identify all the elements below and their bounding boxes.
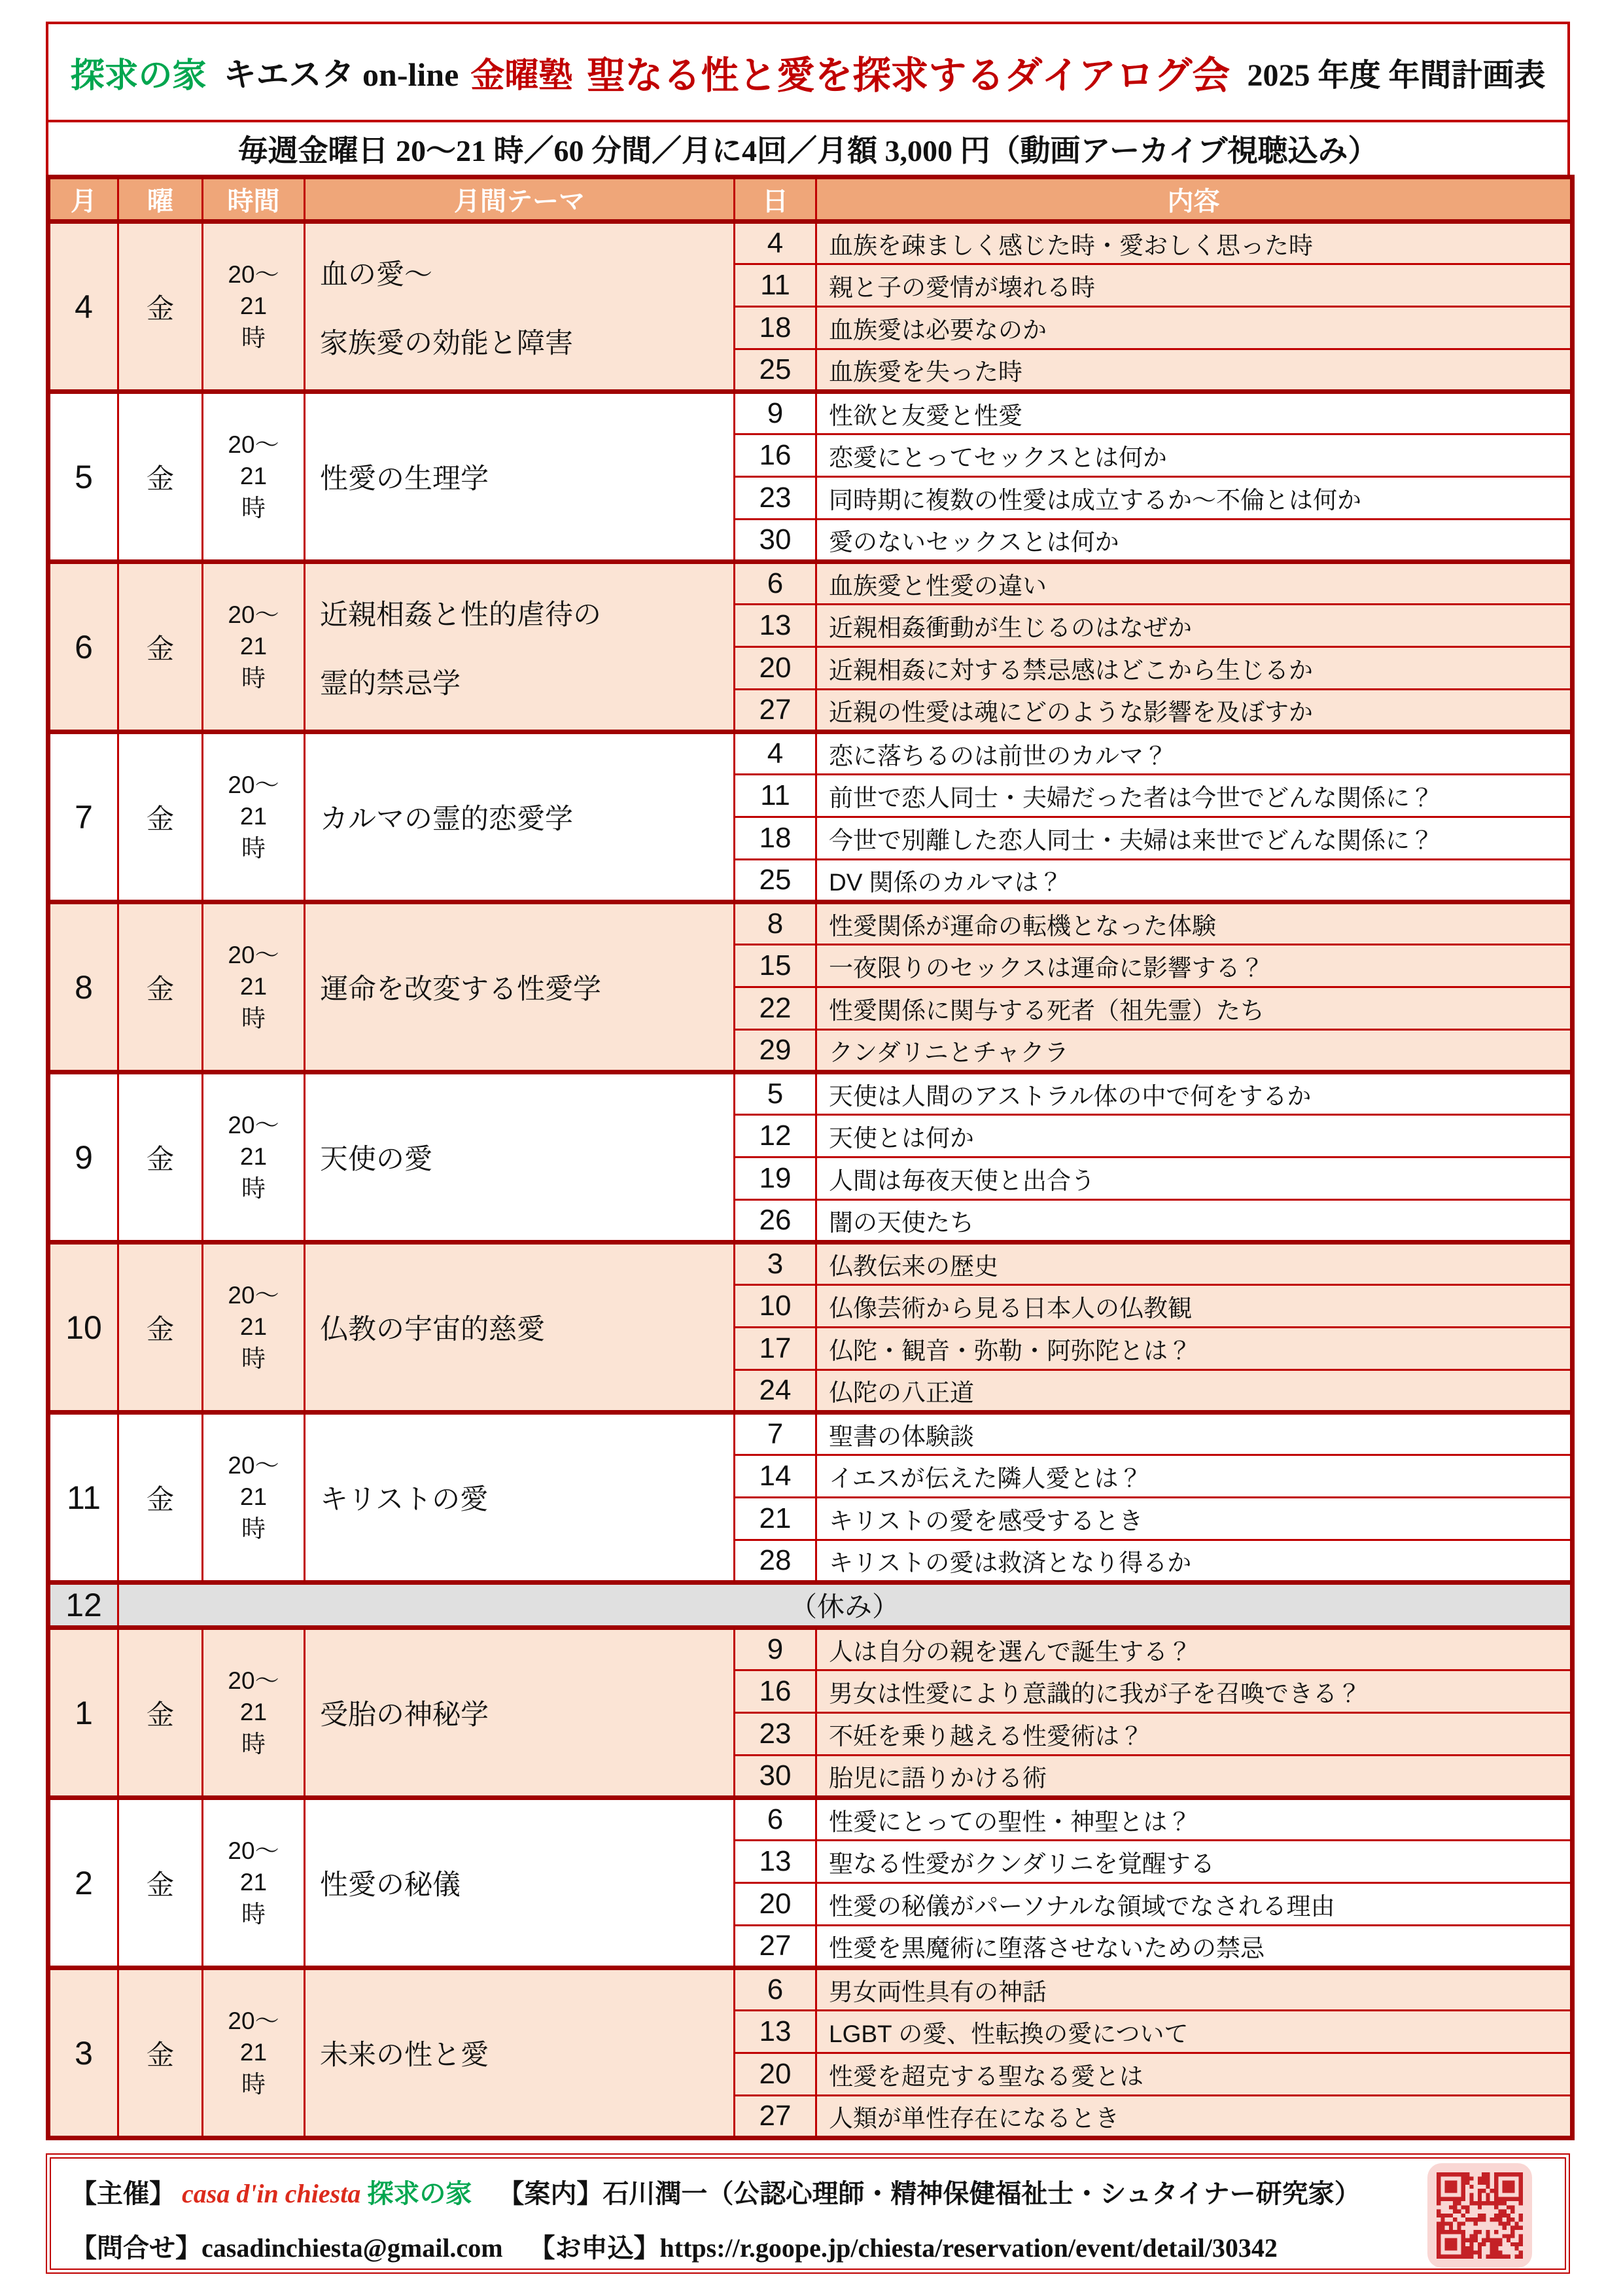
theme-line: 性愛の生理学 <box>320 463 489 495</box>
session-day: 13 <box>735 2011 816 2053</box>
session-day: 20 <box>735 647 816 690</box>
time-line: 時 <box>241 1515 266 1542</box>
time-label <box>203 1413 305 1583</box>
time-line: 20～ <box>228 2007 279 2035</box>
time-line: 時 <box>241 494 266 521</box>
theme-line: 仏教の宇宙的慈愛 <box>320 1314 545 1345</box>
session-day: 10 <box>735 1285 816 1328</box>
time-line: 20～ <box>228 1282 279 1309</box>
session-topic: 近親相姦衝動が生じるのはなぜか <box>816 605 1573 647</box>
session-day: 30 <box>735 520 816 562</box>
weekday-label: 金 <box>118 1968 203 2138</box>
theme-label <box>305 1798 735 1968</box>
column-header-content: 内容 <box>816 177 1573 222</box>
guide-label: 【案内】 <box>498 2179 603 2208</box>
session-day: 29 <box>735 1030 816 1072</box>
month-label: 10 <box>48 1243 118 1413</box>
session-day: 24 <box>735 1370 816 1413</box>
session-row <box>48 1628 1573 1670</box>
time-line: 21 <box>239 463 268 490</box>
session-day: 9 <box>735 1628 816 1670</box>
time-line: 時 <box>241 664 266 692</box>
time-label <box>203 1628 305 1798</box>
session-topic: 天使とは何か <box>816 1115 1573 1157</box>
session-topic: 聖なる性愛がクンダリニを覚醒する <box>816 1841 1573 1883</box>
time-line: 20～ <box>228 1837 279 1865</box>
session-topic: 胎児に語りかける術 <box>816 1756 1573 1798</box>
session-day: 16 <box>735 1670 816 1713</box>
theme-label <box>305 1413 735 1583</box>
time-line: 20～ <box>228 771 279 799</box>
session-topic: 闇の天使たち <box>816 1200 1573 1243</box>
session-topic: 聖書の体験談 <box>816 1413 1573 1455</box>
session-topic: 性愛を超克する聖なる愛とは <box>816 2053 1573 2096</box>
theme-line: 家族愛の効能と障害 <box>320 327 573 359</box>
time-line: 20～ <box>228 601 279 629</box>
footer-inner-border <box>50 2157 1566 2270</box>
session-day: 6 <box>735 1798 816 1841</box>
time-line: 時 <box>241 834 266 862</box>
session-day: 9 <box>735 392 816 434</box>
session-topic: 血族を疎ましく感じた時・愛おしく思った時 <box>816 222 1573 264</box>
qr-code-image <box>1437 2172 1523 2259</box>
column-header-time: 時間 <box>203 177 305 222</box>
apply-label: 【お申込】 <box>529 2233 660 2263</box>
schedule-summary: 毎週金曜日 20～21 時／60 分間／月に4回／月額 3,000 円（動画アーカイブ視聴込み） <box>46 122 1570 175</box>
apply-url[interactable]: https://r.goope.jp/chiesta/reservation/event/detail/30342 <box>659 2233 1278 2263</box>
session-row <box>48 392 1573 434</box>
schedule-sheet <box>46 22 1570 2274</box>
column-header-theme: 月間テーマ <box>305 177 735 222</box>
host-name-en: casa d'in chiesta <box>182 2179 361 2208</box>
title-course-name: 金曜塾 <box>470 57 573 95</box>
month-label: 5 <box>48 392 118 562</box>
session-topic: キリストの愛は救済となり得るか <box>816 1540 1573 1583</box>
session-day: 18 <box>735 307 816 349</box>
session-day: 13 <box>735 605 816 647</box>
weekday-label: 金 <box>118 902 203 1072</box>
session-row <box>48 1243 1573 1285</box>
theme-line: 性愛の秘儀 <box>320 1869 461 1901</box>
session-topic: 愛のないセックスとは何か <box>816 520 1573 562</box>
time-line: 時 <box>241 1730 266 1757</box>
weekday-label: 金 <box>118 392 203 562</box>
session-topic: イエスが伝えた隣人愛とは？ <box>816 1455 1573 1498</box>
session-day: 19 <box>735 1157 816 1200</box>
weekday-label: 金 <box>118 562 203 732</box>
theme-label <box>305 562 735 732</box>
contact-email[interactable]: casadinchiesta@gmail.com <box>201 2233 503 2263</box>
session-topic: 男女両性具有の神話 <box>816 1968 1573 2011</box>
time-line: 20～ <box>228 1112 279 1139</box>
theme-line: 未来の性と愛 <box>320 2040 489 2071</box>
session-day: 17 <box>735 1328 816 1370</box>
time-label <box>203 392 305 562</box>
session-topic: 血族愛と性愛の違い <box>816 562 1573 605</box>
weekday-label: 金 <box>118 1413 203 1583</box>
theme-line: 天使の愛 <box>320 1144 432 1175</box>
theme-label <box>305 1072 735 1243</box>
time-line: 20～ <box>228 1452 279 1479</box>
session-day: 26 <box>735 1200 816 1243</box>
weekday-label: 金 <box>118 1628 203 1798</box>
session-topic: 仏陀・観音・弥勒・阿弥陀とは？ <box>816 1328 1573 1370</box>
time-line: 時 <box>241 1345 266 1372</box>
host-label: 【主催】 <box>71 2179 175 2208</box>
session-day: 7 <box>735 1413 816 1455</box>
session-day: 6 <box>735 1968 816 2011</box>
session-day: 4 <box>735 222 816 264</box>
session-topic: 前世で恋人同士・夫婦だった者は今世でどんな関係に？ <box>816 775 1573 817</box>
theme-label <box>305 902 735 1072</box>
session-topic: 性愛にとっての聖性・神聖とは？ <box>816 1798 1573 1841</box>
time-label <box>203 562 305 732</box>
time-line: 21 <box>239 2039 268 2066</box>
time-label <box>203 732 305 902</box>
time-label <box>203 1243 305 1413</box>
session-topic: 親と子の愛情が壊れる時 <box>816 264 1573 307</box>
month-label: 11 <box>48 1413 118 1583</box>
session-day: 23 <box>735 1713 816 1756</box>
month-row-break <box>48 1583 1573 1628</box>
session-row <box>48 1968 1573 2011</box>
footer-box <box>46 2153 1570 2274</box>
footer-line-host <box>71 2173 1414 2210</box>
time-line: 時 <box>241 324 266 351</box>
session-topic: DV 関係のカルマは？ <box>816 860 1573 902</box>
weekday-label: 金 <box>118 1798 203 1968</box>
session-topic: 人間は毎夜天使と出合う <box>816 1157 1573 1200</box>
time-line: 時 <box>241 1174 266 1202</box>
session-row <box>48 562 1573 605</box>
month-label: 12 <box>48 1583 118 1628</box>
session-day: 5 <box>735 1072 816 1115</box>
session-topic: 性欲と友愛と性愛 <box>816 392 1573 434</box>
session-day: 13 <box>735 1841 816 1883</box>
session-day: 20 <box>735 2053 816 2096</box>
time-line: 時 <box>241 1004 266 1032</box>
session-topic: 性愛の秘儀がパーソナルな領域でなされる理由 <box>816 1883 1573 1926</box>
weekday-label: 金 <box>118 1243 203 1413</box>
theme-label <box>305 392 735 562</box>
month-label: 7 <box>48 732 118 902</box>
time-line: 21 <box>239 292 268 320</box>
time-label <box>203 222 305 392</box>
session-day: 22 <box>735 987 816 1030</box>
month-label: 1 <box>48 1628 118 1798</box>
time-label <box>203 1798 305 1968</box>
weekday-label: 金 <box>118 1072 203 1243</box>
session-topic: クンダリニとチャクラ <box>816 1030 1573 1072</box>
footer-line-contact <box>71 2227 1414 2265</box>
table-header-row <box>48 177 1573 222</box>
weekday-label: 金 <box>118 732 203 902</box>
host-name-jp: 探求の家 <box>367 2179 472 2208</box>
session-day: 25 <box>735 860 816 902</box>
session-topic: 男女は性愛により意識的に我が子を召喚できる？ <box>816 1670 1573 1713</box>
time-line: 21 <box>239 1869 268 1896</box>
theme-line: 受胎の神秘学 <box>320 1699 489 1731</box>
session-topic: 近親の性愛は魂にどのような影響を及ぼすか <box>816 690 1573 732</box>
theme-line: 運命を改変する性愛学 <box>320 974 601 1005</box>
session-topic: 天使は人間のアストラル体の中で何をするか <box>816 1072 1573 1115</box>
session-day: 20 <box>735 1883 816 1926</box>
session-row <box>48 1798 1573 1841</box>
session-topic: 人類が単性存在になるとき <box>816 2096 1573 2138</box>
session-topic: LGBT の愛、性転換の愛について <box>816 2011 1573 2053</box>
session-day: 27 <box>735 690 816 732</box>
session-topic: 仏教伝来の歴史 <box>816 1243 1573 1285</box>
title-bar <box>46 22 1570 122</box>
session-day: 28 <box>735 1540 816 1583</box>
session-day: 8 <box>735 902 816 945</box>
session-day: 21 <box>735 1498 816 1540</box>
session-topic: 恋に落ちるのは前世のカルマ？ <box>816 732 1573 775</box>
session-row <box>48 1072 1573 1115</box>
guide-name: 石川潤一（公認心理師・精神保健福祉士・シュタイナー研究家） <box>602 2179 1361 2208</box>
column-header-month: 月 <box>48 177 118 222</box>
session-topic: 一夜限りのセックスは運命に影響する？ <box>816 945 1573 987</box>
session-row <box>48 222 1573 264</box>
month-label: 9 <box>48 1072 118 1243</box>
session-row <box>48 732 1573 775</box>
session-day: 15 <box>735 945 816 987</box>
time-line: 21 <box>239 1483 268 1511</box>
theme-label <box>305 1968 735 2138</box>
qr-code <box>1427 2163 1532 2268</box>
time-line: 時 <box>241 2070 266 2098</box>
session-topic: 性愛を黒魔術に堕落させないための禁忌 <box>816 1926 1573 1968</box>
theme-label <box>305 732 735 902</box>
session-topic: キリストの愛を感受するとき <box>816 1498 1573 1540</box>
theme-label <box>305 1628 735 1798</box>
session-topic: 近親相姦に対する禁忌感はどこから生じるか <box>816 647 1573 690</box>
session-day: 6 <box>735 562 816 605</box>
month-label: 2 <box>48 1798 118 1968</box>
session-topic: 血族愛を失った時 <box>816 349 1573 392</box>
session-day: 18 <box>735 817 816 860</box>
theme-line: 血の愛～ <box>320 258 432 291</box>
title-series-name: キエスタ on-line <box>223 56 459 93</box>
time-line: 21 <box>239 633 268 660</box>
time-label <box>203 1072 305 1243</box>
session-day: 23 <box>735 477 816 520</box>
session-topic: 性愛関係に関与する死者（祖先霊）たち <box>816 987 1573 1030</box>
theme-line: 近親相姦と性的虐待の <box>320 599 601 631</box>
time-line: 20～ <box>228 261 279 289</box>
time-line: 21 <box>239 973 268 1000</box>
month-label: 4 <box>48 222 118 392</box>
session-row <box>48 902 1573 945</box>
session-day: 11 <box>735 775 816 817</box>
session-topic: 恋愛にとってセックスとは何か <box>816 434 1573 477</box>
weekday-label: 金 <box>118 222 203 392</box>
session-day: 16 <box>735 434 816 477</box>
session-day: 27 <box>735 2096 816 2138</box>
session-row <box>48 1413 1573 1455</box>
session-day: 11 <box>735 264 816 307</box>
time-label <box>203 1968 305 2138</box>
month-label: 6 <box>48 562 118 732</box>
session-topic: 血族愛は必要なのか <box>816 307 1573 349</box>
time-line: 21 <box>239 803 268 830</box>
session-topic: 仏陀の八正道 <box>816 1370 1573 1413</box>
month-label: 3 <box>48 1968 118 2138</box>
title-edition: 2025 年度 年間計画表 <box>1247 58 1546 93</box>
time-line: 21 <box>239 1143 268 1171</box>
session-day: 3 <box>735 1243 816 1285</box>
time-line: 20～ <box>228 942 279 969</box>
time-line: 20～ <box>228 1667 279 1695</box>
session-topic: 性愛関係が運命の転機となった体験 <box>816 902 1573 945</box>
session-day: 12 <box>735 1115 816 1157</box>
time-line: 20～ <box>228 431 279 459</box>
session-topic: 人は自分の親を選んで誕生する？ <box>816 1628 1573 1670</box>
month-label: 8 <box>48 902 118 1072</box>
theme-label <box>305 222 735 392</box>
contact-label: 【問合せ】 <box>71 2233 201 2263</box>
time-line: 時 <box>241 1900 266 1928</box>
time-label <box>203 902 305 1072</box>
theme-label <box>305 1243 735 1413</box>
session-day: 25 <box>735 349 816 392</box>
session-day: 30 <box>735 1756 816 1798</box>
theme-line: カルマの霊的恋愛学 <box>320 804 573 835</box>
session-topic: 今世で別離した恋人同士・夫婦は来世でどんな関係に？ <box>816 817 1573 860</box>
session-day: 4 <box>735 732 816 775</box>
time-line: 21 <box>239 1313 268 1341</box>
session-topic: 不妊を乗り越える性愛術は？ <box>816 1713 1573 1756</box>
break-label: （休み） <box>118 1583 1573 1628</box>
session-day: 27 <box>735 1926 816 1968</box>
session-topic: 仏像芸術から見る日本人の仏教観 <box>816 1285 1573 1328</box>
title-event-name: 聖なる性と愛を探求するダイアログ会 <box>587 54 1230 97</box>
session-day: 14 <box>735 1455 816 1498</box>
title-site-name: 探求の家 <box>70 57 207 95</box>
session-topic: 同時期に複数の性愛は成立するか～不倫とは何か <box>816 477 1573 520</box>
theme-line: 霊的禁忌学 <box>320 667 461 699</box>
time-line: 21 <box>239 1699 268 1726</box>
footer-text <box>71 2159 1414 2265</box>
column-header-day: 日 <box>735 177 816 222</box>
theme-line: キリストの愛 <box>320 1484 489 1515</box>
schedule-table <box>46 175 1575 2140</box>
column-header-weekday: 曜 <box>118 177 203 222</box>
